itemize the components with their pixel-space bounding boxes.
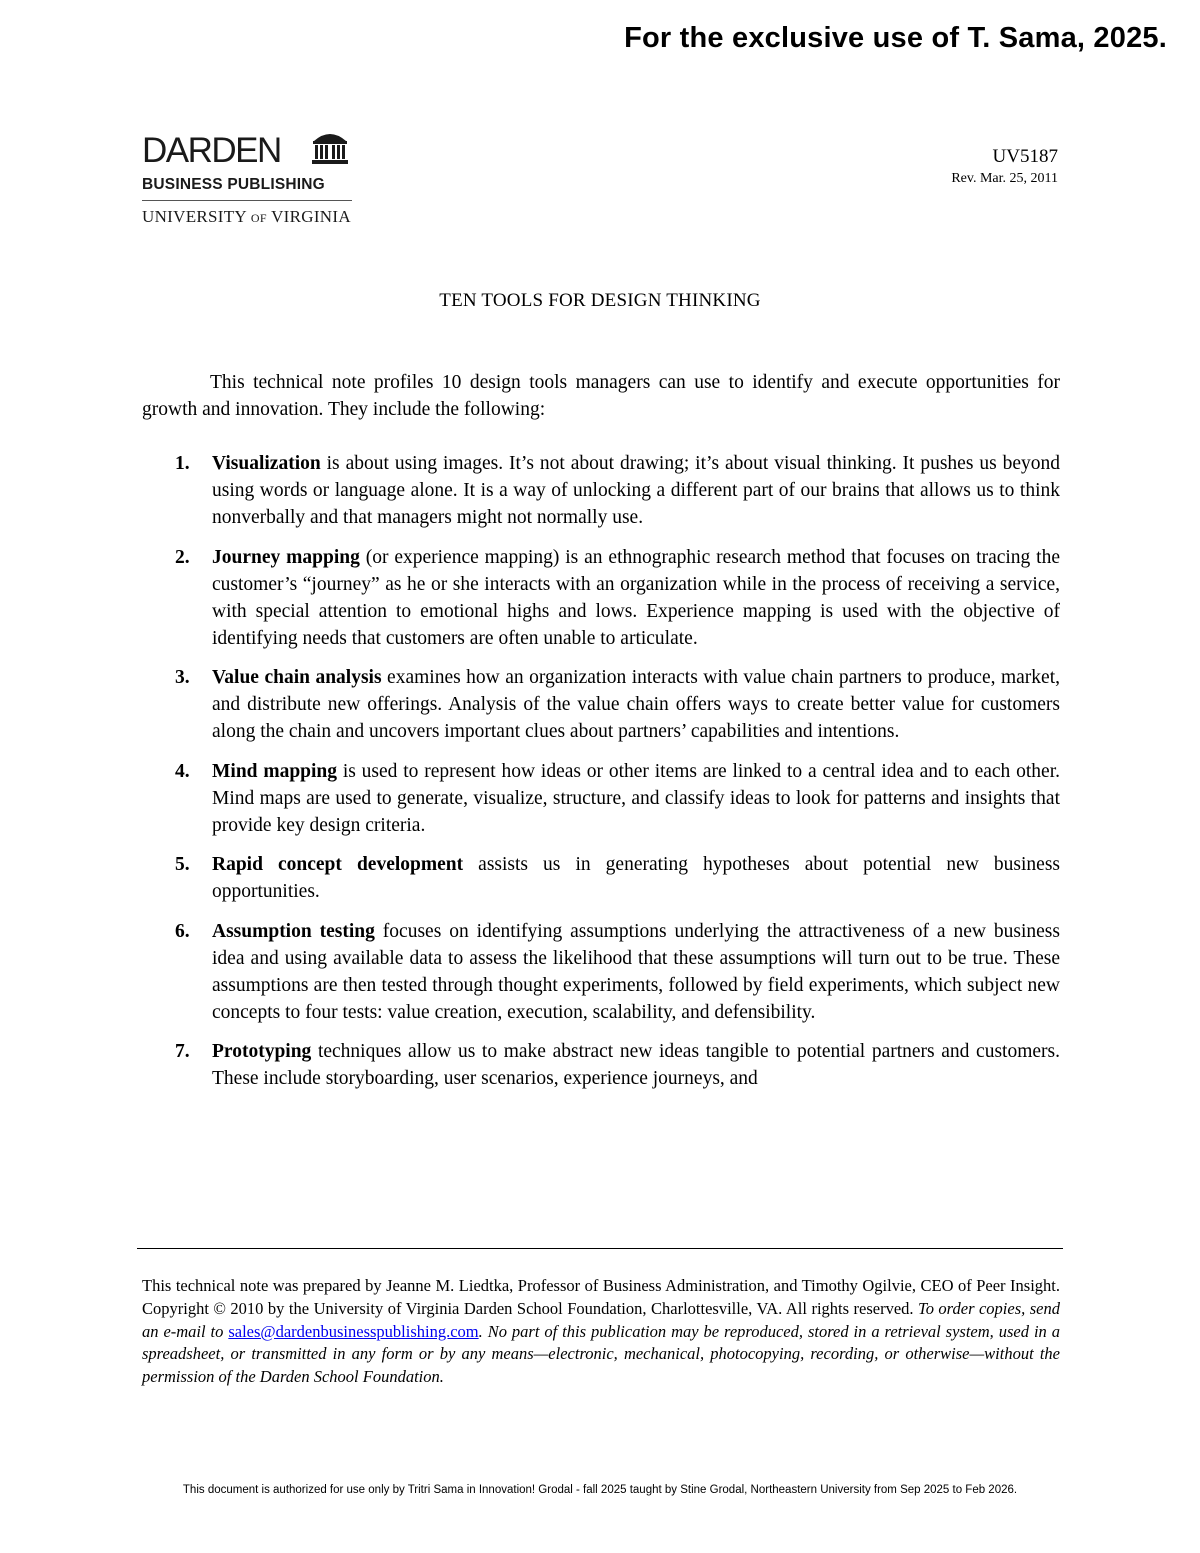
exclusive-use-watermark: For the exclusive use of T. Sama, 2025. xyxy=(624,22,1167,54)
list-item xyxy=(142,1038,1060,1092)
logo-university-text: UNIVERSITY of VIRGINIA xyxy=(142,207,351,226)
rights-notice: . No part of this publication may be reproduced, stored in a retrieval system, used in a spreadsheet, or transmitted in any form or by any means—electronic, mechanical, photocopying, recording, or otherwise—without the permission of the Darden School Foundation. xyxy=(142,1321,1060,1387)
footnote xyxy=(142,1275,1060,1389)
document-code: UV5187 xyxy=(992,146,1058,167)
item-number: 1. xyxy=(175,453,190,474)
footnote-divider xyxy=(137,1248,1063,1249)
item-number: 5. xyxy=(175,854,190,875)
list-item xyxy=(142,450,1060,531)
list-item xyxy=(142,851,1060,905)
order-instructions: To order copies, send an e-mail to xyxy=(142,1298,1060,1341)
item-description: techniques allow us to make abstract new ideas tangible to potential partners and customers. These include storyboarding, user scenarios, experience journeys, and xyxy=(212,1041,1060,1089)
logo-divider xyxy=(142,200,352,201)
rotunda-icon xyxy=(310,127,350,167)
item-description: focuses on identifying assumptions underlying the attractiveness of a new business idea and using available data to assess the likelihood that these assumptions will turn out to be true. These assumptions are then tested through thought experiments, followed by field experiments, which subject new concepts to four tests: value creation, execution, scalability, and defensibility. xyxy=(212,920,1060,1023)
list-item xyxy=(142,758,1060,839)
item-description: examines how an organization interacts with value chain partners to produce, market, and distribute new offerings. Analysis of the value chain offers ways to create better value for customers along the chain and uncovers important clues about partners’ capabilities and intentions. xyxy=(212,667,1060,742)
email-link[interactable]: sales@dardenbusinesspublishing.com xyxy=(228,1321,479,1341)
item-term: Value chain analysis xyxy=(212,667,382,688)
item-number: 4. xyxy=(175,760,190,782)
item-term: Visualization xyxy=(212,453,321,474)
logo-publishing-text: BUSINESS PUBLISHING xyxy=(142,176,325,193)
item-term: Journey mapping xyxy=(212,546,360,568)
item-term: Mind mapping xyxy=(212,760,338,782)
item-description: is used to represent how ideas or other items are linked to a central idea and to each other. Mind maps are used to generate, visualize, structure, and classify ideas to look for patterns and insights that provide key design criteria. xyxy=(212,760,1060,836)
revision-date: Rev. Mar. 25, 2011 xyxy=(951,171,1058,186)
item-number: 7. xyxy=(175,1041,190,1062)
footnote-text: This technical note was prepared by Jeanne M. Liedtka, Professor of Business Administration, and Timothy Ogilvie, CEO of Peer Insight. Copyright © 2010 by the University of Virginia Darden School Foundation, Charlottesville, VA. All rights reserved. xyxy=(142,1276,1060,1318)
item-term: Rapid concept development xyxy=(212,854,464,875)
tools-list xyxy=(142,450,1060,1105)
item-description: assists us in generating hypotheses about potential new business opportunities. xyxy=(212,854,1060,902)
intro-paragraph: This technical note profiles 10 design tools managers can use to identify and execute opportunities for growth and innovation. They include the following: xyxy=(142,372,1060,420)
document-title: TEN TOOLS FOR DESIGN THINKING xyxy=(439,290,761,311)
item-term: Prototyping xyxy=(212,1041,312,1062)
darden-logo xyxy=(142,127,354,232)
list-item xyxy=(142,544,1060,652)
list-item xyxy=(142,664,1060,745)
authorization-watermark: This document is authorized for use only by Tritri Sama in Innovation! Grodal - fall 2025 taught by Stine Grodal, Northeastern University from Sep 2025 to Feb 2026. xyxy=(182,1484,1018,1496)
item-description: is about using images. It’s not about drawing; it’s about visual thinking. It pushes us beyond using words or language alone. It is a way of unlocking a different part of our brains that allows us to think nonverbally and that managers might not normally use. xyxy=(212,453,1060,528)
item-term: Assumption testing xyxy=(212,920,375,942)
list-item xyxy=(142,918,1060,1026)
item-number: 6. xyxy=(175,920,190,942)
item-number: 3. xyxy=(175,667,190,688)
logo-darden-text: DARDEN xyxy=(142,131,281,170)
item-number: 2. xyxy=(175,546,190,568)
item-description: (or experience mapping) is an ethnographic research method that focuses on tracing the customer’s “journey” as he or she interacts with an organization while in the process of receiving a service, with special attention to emotional highs and lows. Experience mapping is used with the objective of identifying needs that customers are often unable to articulate. xyxy=(212,546,1060,649)
